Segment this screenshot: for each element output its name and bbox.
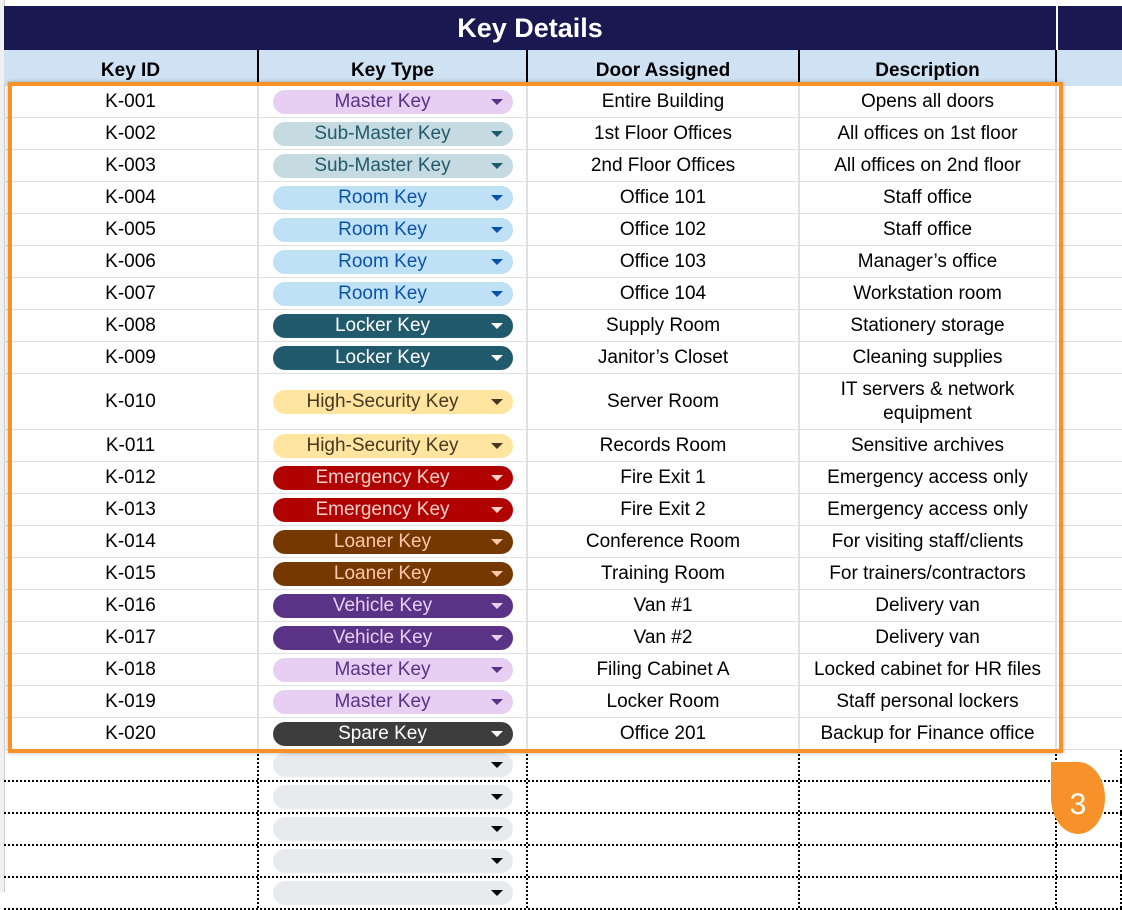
key-type-dropdown[interactable] (273, 817, 513, 841)
key-id-cell[interactable]: K-006 (4, 246, 259, 277)
extra-cell[interactable] (1057, 878, 1122, 908)
door-assigned-cell[interactable]: 1st Floor Offices (528, 118, 800, 149)
door-assigned-cell[interactable]: Office 101 (528, 182, 800, 213)
extra-cell[interactable] (1057, 342, 1122, 373)
extra-cell[interactable] (1057, 622, 1122, 653)
dropdown-arrow-icon[interactable] (491, 399, 503, 405)
door-assigned-cell[interactable]: Office 102 (528, 214, 800, 245)
extra-cell[interactable] (1057, 590, 1122, 621)
door-assigned-cell[interactable] (528, 750, 800, 780)
key-type-dropdown[interactable] (273, 849, 513, 873)
extra-cell[interactable] (1057, 558, 1122, 589)
key-type-label: Emergency Key (315, 498, 450, 520)
key-id-cell[interactable]: K-008 (4, 310, 259, 341)
dropdown-arrow-icon[interactable] (491, 539, 503, 545)
extra-cell[interactable] (1057, 182, 1122, 213)
dropdown-arrow-icon[interactable] (491, 731, 503, 737)
extra-cell[interactable] (1057, 374, 1122, 429)
key-type-dropdown[interactable] (273, 250, 513, 274)
key-id-cell[interactable]: K-009 (4, 342, 259, 373)
key-type-cell[interactable] (259, 118, 528, 149)
table-row (4, 374, 1122, 430)
dropdown-arrow-icon[interactable] (491, 603, 503, 609)
key-type-label: Sub-Master Key (314, 122, 451, 144)
header-key-id: Key ID (4, 50, 259, 86)
extra-cell[interactable] (1057, 846, 1122, 876)
description-cell[interactable]: Staff personal lockers (800, 686, 1057, 717)
door-assigned-cell[interactable]: Office 103 (528, 246, 800, 277)
key-type-cell[interactable] (259, 718, 528, 749)
key-type-cell[interactable] (259, 622, 528, 653)
key-type-label: Vehicle Key (332, 594, 433, 616)
key-id-cell[interactable]: K-019 (4, 686, 259, 717)
key-type-label: Room Key (338, 218, 427, 240)
dropdown-arrow-icon[interactable] (491, 323, 503, 329)
key-type-cell[interactable] (259, 494, 528, 525)
key-type-label: Sub-Master Key (314, 154, 451, 176)
door-assigned-cell[interactable]: Filing Cabinet A (528, 654, 800, 685)
key-type-label: High-Security Key (306, 390, 459, 412)
key-type-label: Room Key (338, 282, 427, 304)
table-row (4, 214, 1122, 246)
key-id-cell[interactable] (4, 750, 259, 780)
description-cell[interactable]: Manager’s office (800, 246, 1057, 277)
key-type-label: Emergency Key (315, 466, 450, 488)
dropdown-arrow-icon[interactable] (491, 195, 503, 201)
description-cell[interactable]: Backup for Finance office (800, 718, 1057, 749)
key-type-label: Master Key (334, 658, 431, 680)
description-cell[interactable]: Workstation room (800, 278, 1057, 309)
key-id-cell[interactable]: K-003 (4, 150, 259, 181)
extra-cell[interactable] (1057, 246, 1122, 277)
door-assigned-cell[interactable] (528, 878, 800, 908)
key-type-label: Locker Key (334, 314, 431, 336)
key-type-cell[interactable] (259, 590, 528, 621)
key-id-cell[interactable]: K-015 (4, 558, 259, 589)
key-type-dropdown[interactable] (273, 881, 513, 905)
table-row (4, 718, 1122, 750)
door-assigned-cell[interactable] (528, 814, 800, 844)
table-row (4, 150, 1122, 182)
table-row (4, 846, 1122, 878)
extra-cell[interactable] (1057, 686, 1122, 717)
description-cell[interactable]: All offices on 1st floor (800, 118, 1057, 149)
key-id-cell[interactable]: K-002 (4, 118, 259, 149)
key-id-cell[interactable] (4, 878, 259, 908)
description-cell[interactable]: IT servers & network equipment (800, 374, 1057, 429)
key-type-dropdown[interactable] (273, 594, 513, 618)
dropdown-arrow-icon[interactable] (491, 259, 503, 265)
dropdown-arrow-icon[interactable] (491, 794, 503, 800)
key-type-dropdown[interactable] (273, 785, 513, 809)
door-assigned-cell[interactable]: Van #2 (528, 622, 800, 653)
key-type-dropdown[interactable] (273, 434, 513, 458)
description-cell[interactable]: For visiting staff/clients (800, 526, 1057, 557)
description-cell[interactable]: Delivery van (800, 622, 1057, 653)
description-cell[interactable] (800, 846, 1057, 876)
description-cell[interactable] (800, 878, 1057, 908)
key-type-dropdown[interactable] (273, 346, 513, 370)
door-assigned-cell[interactable]: Conference Room (528, 526, 800, 557)
key-type-dropdown[interactable] (273, 722, 513, 746)
dropdown-arrow-icon[interactable] (491, 99, 503, 105)
key-id-cell[interactable]: K-004 (4, 182, 259, 213)
dropdown-arrow-icon[interactable] (491, 443, 503, 449)
dropdown-arrow-icon[interactable] (491, 762, 503, 768)
description-cell[interactable]: Locked cabinet for HR files (800, 654, 1057, 685)
key-type-cell[interactable] (259, 374, 528, 429)
description-cell[interactable]: Emergency access only (800, 494, 1057, 525)
table-row (4, 622, 1122, 654)
table-row (4, 246, 1122, 278)
header-key-type: Key Type (259, 50, 528, 86)
key-type-dropdown[interactable] (273, 690, 513, 714)
table-row (4, 782, 1122, 814)
key-id-cell[interactable]: K-007 (4, 278, 259, 309)
door-assigned-cell[interactable]: Locker Room (528, 686, 800, 717)
description-cell[interactable]: For trainers/contractors (800, 558, 1057, 589)
key-type-dropdown[interactable] (273, 498, 513, 522)
dropdown-arrow-icon[interactable] (491, 635, 503, 641)
dropdown-arrow-icon[interactable] (491, 227, 503, 233)
key-id-cell[interactable]: K-011 (4, 430, 259, 461)
door-assigned-cell[interactable]: Entire Building (528, 86, 800, 117)
dropdown-arrow-icon[interactable] (491, 858, 503, 864)
key-type-dropdown[interactable] (273, 186, 513, 210)
table-row (4, 750, 1122, 782)
description-cell[interactable] (800, 814, 1057, 844)
table-row (4, 86, 1122, 118)
key-type-cell[interactable] (259, 430, 528, 461)
door-assigned-cell[interactable] (528, 846, 800, 876)
key-type-dropdown[interactable] (273, 390, 513, 414)
door-assigned-cell[interactable]: Van #1 (528, 590, 800, 621)
key-type-dropdown[interactable] (273, 218, 513, 242)
key-id-cell[interactable] (4, 814, 259, 844)
description-cell[interactable]: Staff office (800, 182, 1057, 213)
door-assigned-cell[interactable]: Fire Exit 1 (528, 462, 800, 493)
key-type-cell[interactable] (259, 750, 528, 780)
key-type-label: High-Security Key (306, 434, 459, 456)
extra-cell[interactable] (1057, 462, 1122, 493)
dropdown-arrow-icon[interactable] (491, 507, 503, 513)
table-row (4, 494, 1122, 526)
description-cell[interactable]: Emergency access only (800, 462, 1057, 493)
description-cell[interactable]: Delivery van (800, 590, 1057, 621)
dropdown-arrow-icon[interactable] (491, 571, 503, 577)
key-type-cell[interactable] (259, 526, 528, 557)
key-type-label: Vehicle Key (332, 626, 433, 648)
door-assigned-cell[interactable]: Fire Exit 2 (528, 494, 800, 525)
table-row (4, 182, 1122, 214)
extra-cell[interactable] (1057, 654, 1122, 685)
door-assigned-cell[interactable]: Server Room (528, 374, 800, 429)
extra-cell[interactable] (1057, 118, 1122, 149)
key-type-cell[interactable] (259, 782, 528, 812)
key-type-dropdown[interactable] (273, 122, 513, 146)
door-assigned-cell[interactable]: Office 201 (528, 718, 800, 749)
header-description: Description (800, 50, 1057, 86)
key-type-label: Master Key (334, 90, 431, 112)
key-id-cell[interactable]: K-014 (4, 526, 259, 557)
door-assigned-cell[interactable]: 2nd Floor Offices (528, 150, 800, 181)
key-type-cell[interactable] (259, 310, 528, 341)
table-row (4, 558, 1122, 590)
key-type-label: Spare Key (338, 722, 427, 744)
key-type-label: Loaner Key (333, 562, 432, 584)
key-type-label: Master Key (334, 690, 431, 712)
key-type-dropdown[interactable] (273, 90, 513, 114)
key-type-cell[interactable] (259, 278, 528, 309)
key-type-dropdown[interactable] (273, 282, 513, 306)
dropdown-arrow-icon[interactable] (491, 475, 503, 481)
key-type-cell[interactable] (259, 214, 528, 245)
key-type-label: Loaner Key (333, 530, 432, 552)
key-type-cell[interactable] (259, 150, 528, 181)
door-assigned-cell[interactable]: Training Room (528, 558, 800, 589)
key-type-cell[interactable] (259, 846, 528, 876)
key-type-cell[interactable] (259, 686, 528, 717)
description-cell[interactable]: Opens all doors (800, 86, 1057, 117)
dropdown-arrow-icon[interactable] (491, 699, 503, 705)
table-row (4, 814, 1122, 846)
dropdown-arrow-icon[interactable] (491, 890, 503, 896)
key-type-cell[interactable] (259, 342, 528, 373)
key-id-cell[interactable] (4, 782, 259, 812)
extra-cell[interactable] (1057, 718, 1122, 749)
key-type-cell[interactable] (259, 814, 528, 844)
key-id-cell[interactable]: K-005 (4, 214, 259, 245)
door-assigned-cell[interactable]: Records Room (528, 430, 800, 461)
extra-cell[interactable] (1057, 430, 1122, 461)
step-badge: 3 (1051, 762, 1105, 834)
key-id-cell[interactable]: K-018 (4, 654, 259, 685)
table-row (4, 686, 1122, 718)
door-assigned-cell[interactable]: Office 104 (528, 278, 800, 309)
key-type-dropdown[interactable] (273, 562, 513, 586)
table-row (4, 526, 1122, 558)
key-id-cell[interactable]: K-020 (4, 718, 259, 749)
key-type-cell[interactable] (259, 654, 528, 685)
door-assigned-cell[interactable] (528, 782, 800, 812)
key-id-cell[interactable] (4, 846, 259, 876)
key-type-label: Locker Key (334, 346, 431, 368)
sheet-title: Key Details (4, 6, 1056, 50)
key-id-cell[interactable]: K-013 (4, 494, 259, 525)
key-type-cell[interactable] (259, 182, 528, 213)
table-row (4, 342, 1122, 374)
key-type-cell[interactable] (259, 246, 528, 277)
key-type-label: Room Key (338, 250, 427, 272)
description-cell[interactable]: Cleaning supplies (800, 342, 1057, 373)
extra-cell[interactable] (1057, 494, 1122, 525)
dropdown-arrow-icon[interactable] (491, 826, 503, 832)
key-type-dropdown[interactable] (273, 154, 513, 178)
key-type-cell[interactable] (259, 86, 528, 117)
description-cell[interactable]: Stationery storage (800, 310, 1057, 341)
key-type-dropdown[interactable] (273, 530, 513, 554)
key-id-cell[interactable]: K-016 (4, 590, 259, 621)
key-type-dropdown[interactable] (273, 658, 513, 682)
extra-cell[interactable] (1057, 278, 1122, 309)
table-row (4, 278, 1122, 310)
door-assigned-cell[interactable]: Janitor’s Closet (528, 342, 800, 373)
description-cell[interactable]: Staff office (800, 214, 1057, 245)
key-id-cell[interactable]: K-017 (4, 622, 259, 653)
table-row (4, 310, 1122, 342)
key-type-cell[interactable] (259, 462, 528, 493)
description-cell[interactable]: All offices on 2nd floor (800, 150, 1057, 181)
dropdown-arrow-icon[interactable] (491, 355, 503, 361)
table-row (4, 118, 1122, 150)
table-row (4, 590, 1122, 622)
dropdown-arrow-icon[interactable] (491, 163, 503, 169)
key-type-label: Room Key (338, 186, 427, 208)
dropdown-arrow-icon[interactable] (491, 667, 503, 673)
key-type-dropdown[interactable] (273, 753, 513, 777)
table-row (4, 654, 1122, 686)
title-extension (1058, 6, 1122, 50)
description-cell[interactable]: Sensitive archives (800, 430, 1057, 461)
table-row (4, 878, 1122, 910)
extra-cell[interactable] (1057, 310, 1122, 341)
key-type-dropdown[interactable] (273, 314, 513, 338)
extra-cell[interactable] (1057, 86, 1122, 117)
door-assigned-cell[interactable]: Supply Room (528, 310, 800, 341)
key-id-cell[interactable]: K-012 (4, 462, 259, 493)
dropdown-arrow-icon[interactable] (491, 131, 503, 137)
extra-cell[interactable] (1057, 150, 1122, 181)
table-row (4, 462, 1122, 494)
table-row (4, 430, 1122, 462)
key-type-cell[interactable] (259, 878, 528, 908)
key-type-cell[interactable] (259, 558, 528, 589)
description-cell[interactable] (800, 750, 1057, 780)
key-id-cell[interactable]: K-001 (4, 86, 259, 117)
extra-cell[interactable] (1057, 214, 1122, 245)
extra-cell[interactable] (1057, 526, 1122, 557)
header-door-assigned: Door Assigned (528, 50, 800, 86)
key-type-dropdown[interactable] (273, 626, 513, 650)
dropdown-arrow-icon[interactable] (491, 291, 503, 297)
header-extra (1057, 50, 1122, 86)
key-type-dropdown[interactable] (273, 466, 513, 490)
description-cell[interactable] (800, 782, 1057, 812)
key-id-cell[interactable]: K-010 (4, 374, 259, 429)
